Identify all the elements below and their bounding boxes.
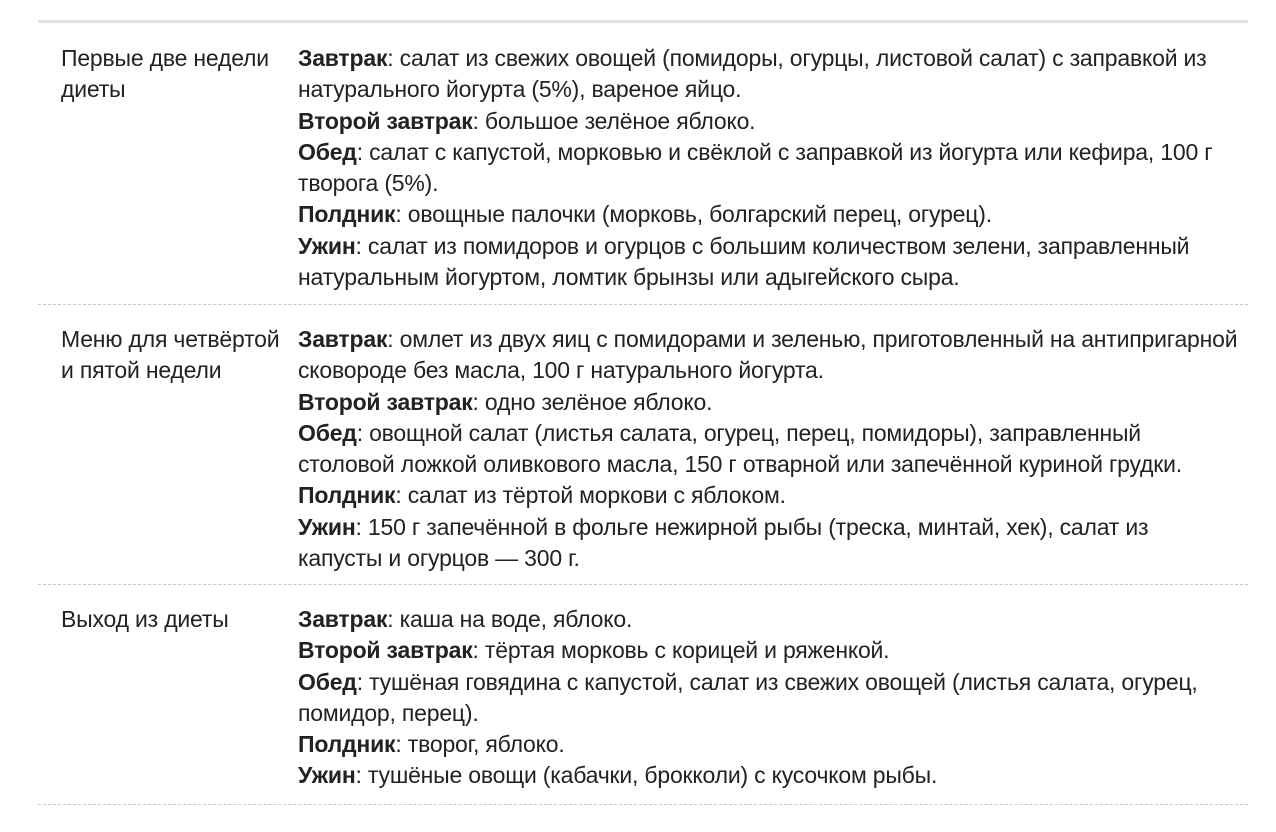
meal-description: : тушёные овощи (кабачки, брокколи) с кусочком рыбы. bbox=[355, 762, 938, 789]
meal-item bbox=[298, 729, 1238, 760]
meal-name: Ужин bbox=[298, 762, 356, 789]
meal-description: : каша на воде, яблоко. bbox=[387, 606, 633, 632]
meal-item bbox=[298, 604, 1238, 635]
meal-name: Обед bbox=[298, 419, 357, 446]
meal-name: Полдник bbox=[298, 731, 396, 758]
meal-name: Ужин bbox=[298, 232, 356, 259]
table-row bbox=[38, 305, 1248, 585]
table-row bbox=[38, 23, 1248, 305]
meal-list bbox=[298, 604, 1248, 804]
meal-description: : омлет из двух яиц с помидорами и зеленью, приготовленный на антипригарной сковороде без масла, 100 г натурального йогурта. bbox=[298, 326, 1238, 384]
diet-menu-table bbox=[38, 20, 1248, 805]
meal-description: : тёртая морковь с корицей и ряженкой. bbox=[472, 637, 890, 664]
meal-description: : тушёная говядина с капустой, салат из свежих овощей (листья салата, огурец, помидор, перец). bbox=[298, 668, 1198, 726]
meal-description: : большое зелёное яблоко. bbox=[472, 107, 756, 134]
meal-name: Полдник bbox=[298, 482, 396, 509]
meal-name: Завтрак bbox=[298, 326, 388, 352]
meal-item bbox=[298, 324, 1238, 387]
meal-name: Второй завтрак bbox=[298, 388, 473, 415]
meal-description: : овощные палочки (морковь, болгарский перец, огурец). bbox=[395, 201, 992, 228]
meal-description: : творог, яблоко. bbox=[395, 731, 565, 758]
meal-item bbox=[298, 106, 1238, 137]
meal-name: Завтрак bbox=[298, 45, 388, 71]
table-row bbox=[38, 585, 1248, 805]
meal-item bbox=[298, 667, 1238, 730]
meal-description: : овощной салат (листья салата, огурец, перец, помидоры), заправленный столовой ложкой оливкового масла, 150 г отварной или запечённой куриной грудки. bbox=[298, 419, 1182, 478]
meal-name: Второй завтрак bbox=[298, 637, 473, 664]
period-label: Меню для четвёртой и пятой недели bbox=[61, 326, 280, 384]
meal-item bbox=[298, 418, 1238, 481]
meal-item bbox=[298, 760, 1238, 791]
meal-name: Второй завтрак bbox=[298, 107, 473, 134]
meal-item bbox=[298, 199, 1238, 230]
meal-description: : салат из свежих овощей (помидоры, огурцы, листовой салат) с заправкой из натурального йогурта (5%), вареное яйцо. bbox=[298, 45, 1207, 103]
meal-name: Обед bbox=[298, 138, 357, 165]
meal-description: : салат с капустой, морковью и свёклой с заправкой из йогурта или кефира, 100 г творога (5%). bbox=[298, 138, 1213, 197]
meal-list bbox=[298, 324, 1248, 584]
meal-name: Полдник bbox=[298, 201, 396, 228]
meal-item bbox=[298, 231, 1238, 294]
period-label: Выход из диеты bbox=[61, 606, 229, 632]
meal-list bbox=[298, 43, 1248, 304]
meal-description: : 150 г запечённой в фольге нежирной рыбы (треска, минтай, хек), салат из капусты и огурцов — 300 г. bbox=[298, 513, 1149, 572]
meal-item bbox=[298, 137, 1238, 200]
meal-name: Завтрак bbox=[298, 606, 388, 632]
meal-description: : салат из помидоров и огурцов с большим количеством зелени, заправленный натуральным йогуртом, ломтик брынзы или адыгейского сыра. bbox=[298, 232, 1190, 291]
meal-name: Обед bbox=[298, 668, 357, 695]
meal-item bbox=[298, 387, 1238, 418]
meal-name: Ужин bbox=[298, 513, 356, 540]
meal-item bbox=[298, 635, 1238, 666]
meal-item bbox=[298, 512, 1238, 575]
meal-description: : одно зелёное яблоко. bbox=[472, 388, 713, 415]
meal-item bbox=[298, 43, 1238, 106]
period-label: Первые две недели диеты bbox=[61, 45, 269, 103]
meal-item bbox=[298, 480, 1238, 511]
meal-description: : салат из тёртой моркови с яблоком. bbox=[395, 482, 786, 509]
